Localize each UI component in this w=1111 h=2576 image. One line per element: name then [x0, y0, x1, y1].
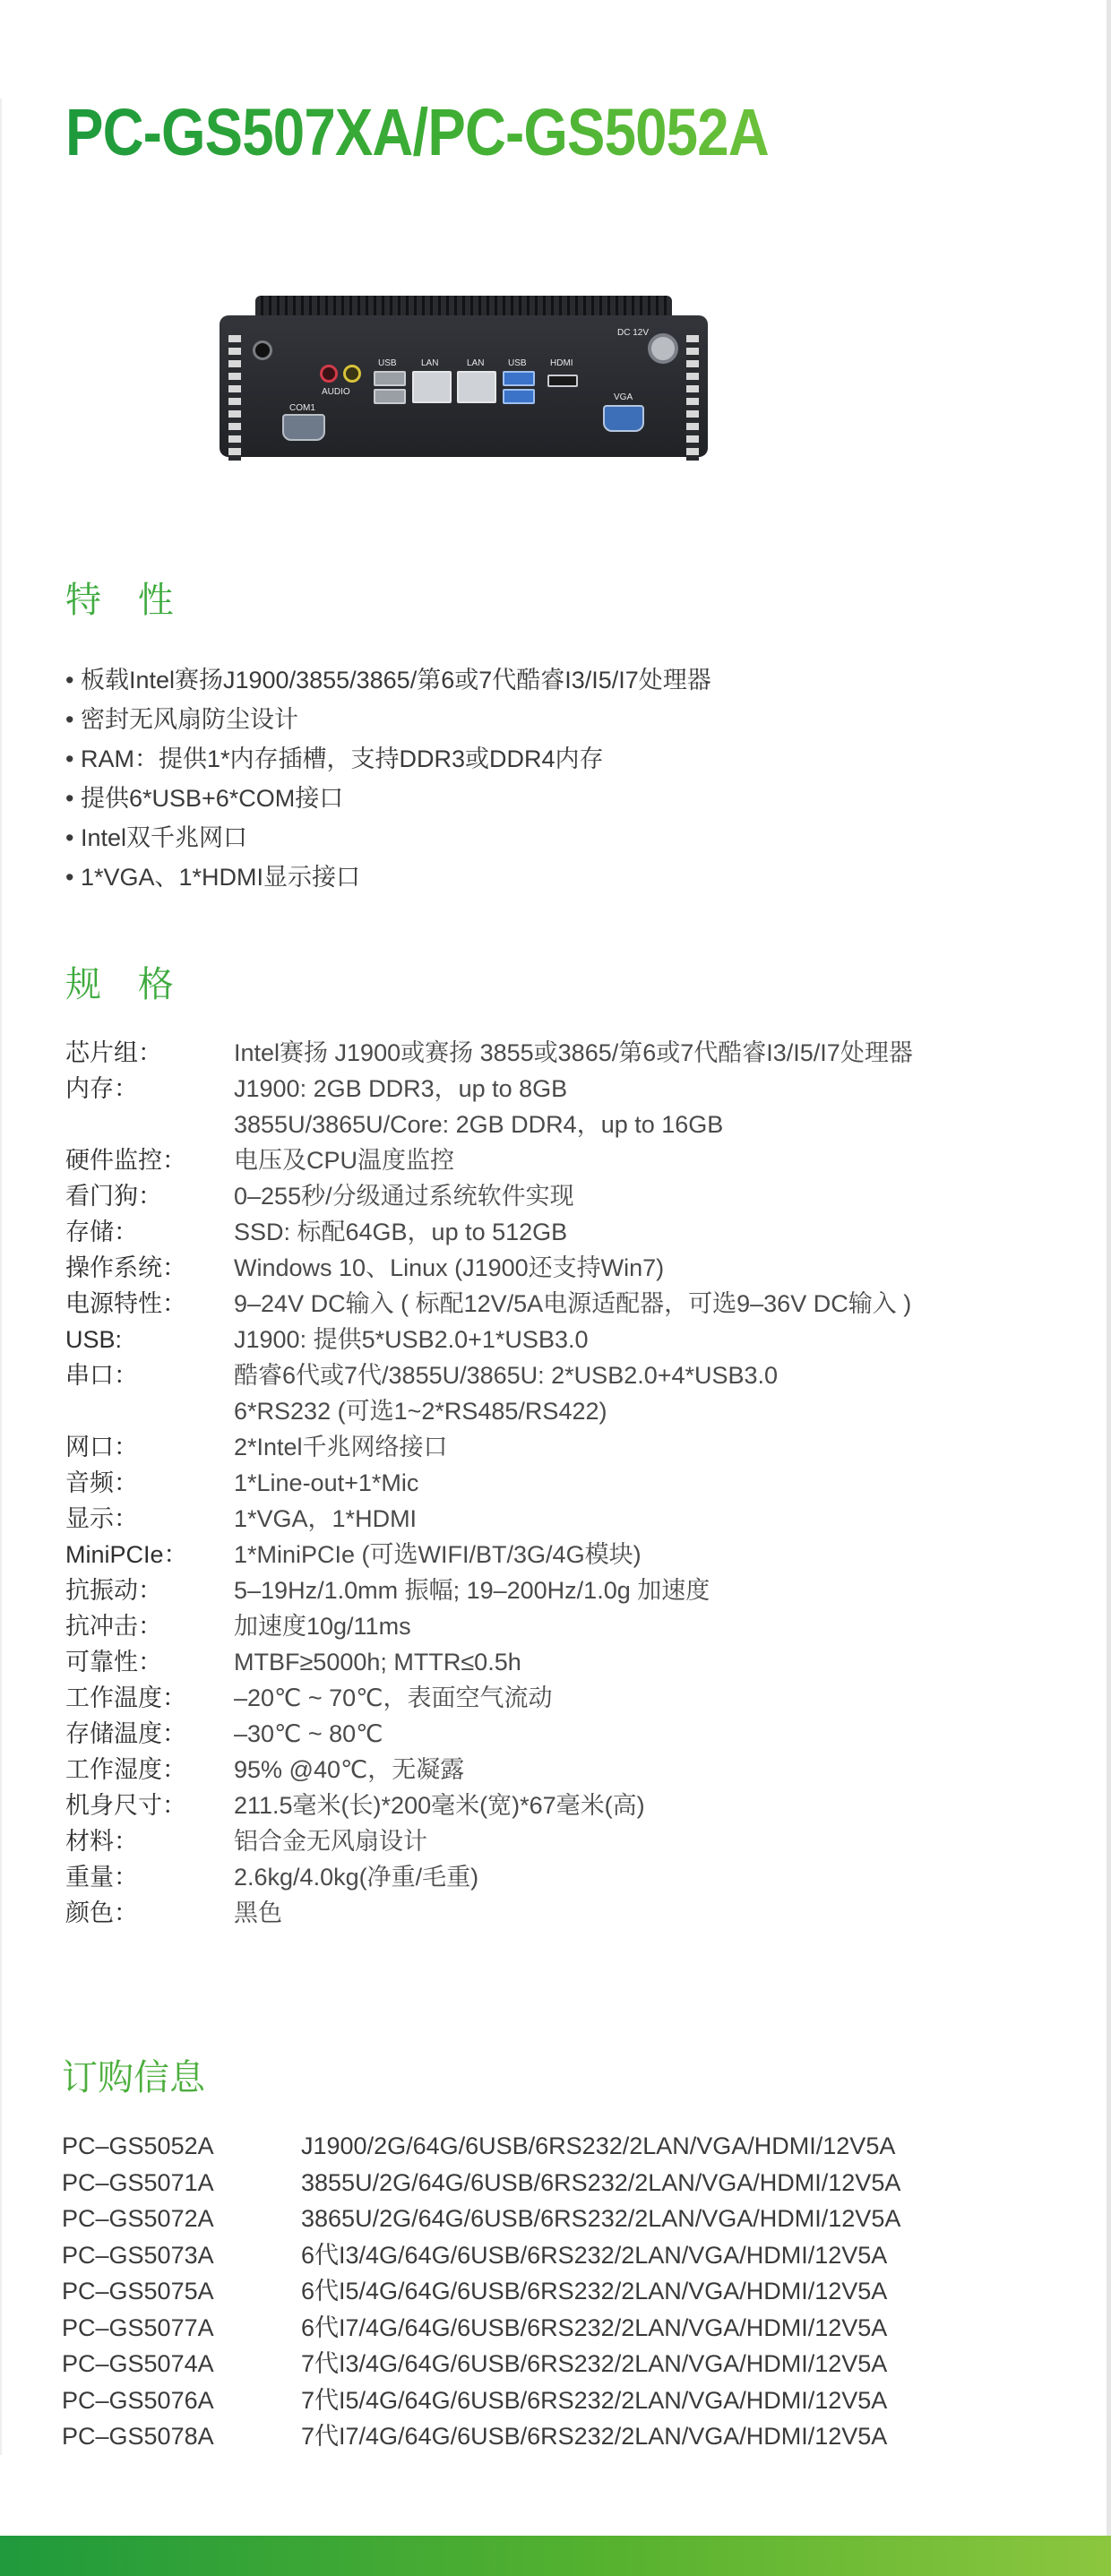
spec-label: 机身尺寸： — [65, 1792, 186, 1819]
list-item: • 提供6*USB+6*COM接口 — [65, 779, 711, 818]
table-row — [62, 2346, 900, 2382]
usb-port-icon — [374, 389, 406, 404]
footer-color-bar — [0, 2536, 1111, 2576]
spec-value: Windows 10、Linux (J1900还支持Win7) — [234, 1254, 665, 1281]
spec-label: 操作系统： — [65, 1254, 186, 1281]
order-config: 7代I3/4G/64G/6USB/6RS232/2LAN/VGA/HDMI/12V5A — [301, 2350, 888, 2377]
spec-label: 内存： — [65, 1075, 138, 1102]
order-model: PC–GS5072A — [62, 2205, 214, 2232]
table-row — [65, 1286, 913, 1322]
spec-label: 工作湿度： — [65, 1756, 186, 1783]
table-row — [65, 1250, 913, 1286]
table-row — [65, 1357, 913, 1393]
table-row — [65, 1142, 913, 1178]
spec-label: 硬件监控： — [65, 1147, 186, 1174]
line-out-jack-icon — [343, 365, 361, 383]
order-model: PC–GS5076A — [62, 2386, 214, 2414]
spec-value: 铝合金无风扇设计 — [234, 1828, 427, 1855]
table-row — [62, 2382, 900, 2419]
lan-label-1: LAN — [421, 358, 439, 368]
lan-port-icon — [457, 371, 496, 403]
order-config: 7代I5/4G/64G/6USB/6RS232/2LAN/VGA/HDMI/12V5A — [301, 2386, 888, 2414]
list-item: • 密封无风扇防尘设计 — [65, 700, 711, 739]
dc-label: DC 12V — [617, 328, 650, 338]
spec-label: 电源特性： — [65, 1290, 186, 1317]
table-row — [65, 1859, 913, 1895]
spec-label — [65, 1393, 234, 1429]
table-row — [62, 2165, 900, 2201]
product-photo — [220, 296, 708, 457]
table-row — [65, 1035, 913, 1071]
order-config: J1900/2G/64G/6USB/6RS232/2LAN/VGA/HDMI/12V5A — [301, 2132, 896, 2159]
spec-value: Intel赛扬 J1900或赛扬 3855或3865/第6或7代酷睿I3/I5/I7处理器 — [234, 1039, 913, 1066]
order-config: 6代I7/4G/64G/6USB/6RS232/2LAN/VGA/HDMI/12V5A — [301, 2313, 888, 2341]
spec-value: 1*MiniPCIe (可选WIFI/BT/3G/4G模块) — [234, 1541, 642, 1568]
hdmi-port-icon — [547, 375, 578, 387]
audio-label: AUDIO — [322, 387, 350, 397]
spec-value: 95% @40℃，无凝露 — [234, 1756, 465, 1783]
table-row — [65, 1107, 913, 1142]
table-row — [65, 1214, 913, 1250]
order-model: PC–GS5078A — [62, 2423, 214, 2450]
spec-value: SSD: 标配64GB，up to 512GB — [234, 1219, 568, 1245]
spec-value: 0–255秒/分级通过系统软件实现 — [234, 1183, 574, 1210]
com-port-icon — [282, 414, 325, 441]
spec-label: 抗冲击： — [65, 1613, 162, 1640]
table-row — [62, 2201, 900, 2237]
usb3-port-icon — [503, 371, 535, 386]
table-row — [62, 2418, 900, 2455]
spec-value: 1*VGA，1*HDMI — [234, 1505, 418, 1532]
table-row — [65, 1429, 913, 1465]
features-heading: 特 性 — [65, 580, 186, 621]
table-row — [65, 1644, 913, 1680]
spec-value: 2*Intel千兆网络接口 — [234, 1434, 448, 1460]
hdmi-label: HDMI — [550, 358, 573, 368]
table-row — [62, 2237, 900, 2274]
order-config: 6代I5/4G/64G/6USB/6RS232/2LAN/VGA/HDMI/12V5A — [301, 2278, 888, 2305]
spec-label: 抗振动： — [65, 1577, 162, 1604]
spec-value: 电压及CPU温度监控 — [234, 1147, 455, 1174]
mic-jack-icon — [320, 365, 338, 383]
com1-label: COM1 — [289, 403, 315, 413]
spec-label: 存储： — [65, 1219, 138, 1245]
list-item: • 1*VGA、1*HDMI显示接口 — [65, 857, 711, 897]
spec-label — [65, 1107, 234, 1142]
order-config: 3865U/2G/64G/6USB/6RS232/2LAN/VGA/HDMI/12V5A — [301, 2205, 901, 2232]
spec-label: USB: — [65, 1326, 123, 1353]
order-model: PC–GS5074A — [62, 2350, 214, 2377]
spec-label: 看门狗： — [65, 1183, 162, 1210]
side-fins-right — [686, 335, 699, 461]
spec-value: 211.5毫米(长)*200毫米(宽)*67毫米(高) — [234, 1792, 645, 1819]
table-row — [65, 1178, 913, 1214]
spec-label: 串口： — [65, 1362, 138, 1389]
product-title: PC-GS507XA/PC-GS5052A — [65, 95, 769, 169]
spec-value: –20℃ ~ 70℃，表面空气流动 — [234, 1684, 553, 1711]
power-button-icon — [253, 340, 272, 360]
spec-value: 6*RS232 (可选1~2*RS485/RS422) — [234, 1398, 607, 1425]
spec-value: 9–24V DC输入 ( 标配12V/5A电源适配器，可选9–36V DC输入 ) — [234, 1290, 912, 1317]
spec-value: 3855U/3865U/Core: 2GB DDR4，up to 16GB — [234, 1111, 724, 1138]
list-item: • 板载Intel赛扬J1900/3855/3865/第6或7代酷睿I3/I5/I7处理器 — [65, 660, 711, 700]
list-item: • RAM：提供1*内存插槽，支持DDR3或DDR4内存 — [65, 739, 711, 779]
spec-value: 黑色 — [234, 1900, 282, 1926]
device-front-panel — [220, 315, 708, 457]
spec-value: MTBF≥5000h; MTTR≤0.5h — [234, 1649, 521, 1676]
spec-label: 显示： — [65, 1505, 138, 1532]
ordering-table — [62, 2128, 900, 2455]
order-model: PC–GS5073A — [62, 2241, 214, 2269]
spec-label: 颜色： — [65, 1900, 138, 1926]
order-config: 6代I3/4G/64G/6USB/6RS232/2LAN/VGA/HDMI/12V5A — [301, 2241, 888, 2269]
spec-label: 材料： — [65, 1828, 138, 1855]
table-row — [62, 2310, 900, 2347]
table-row — [65, 1680, 913, 1716]
table-row — [65, 1465, 913, 1501]
order-model: PC–GS5075A — [62, 2278, 214, 2305]
spec-label: 工作温度： — [65, 1684, 186, 1711]
spec-label: 重量： — [65, 1864, 138, 1891]
lan-port-icon — [412, 371, 452, 403]
table-row — [65, 1608, 913, 1644]
table-row — [65, 1071, 913, 1107]
order-config: 7代I7/4G/64G/6USB/6RS232/2LAN/VGA/HDMI/12V5A — [301, 2423, 888, 2450]
ordering-heading: 订购信息 — [62, 2057, 205, 2098]
spec-label: 可靠性： — [65, 1649, 162, 1676]
dc-power-jack-icon — [648, 333, 678, 364]
right-edge-rule — [1107, 0, 1111, 2536]
usb3-port-icon — [503, 389, 535, 404]
table-row — [65, 1752, 913, 1788]
vga-port-icon — [603, 405, 644, 432]
order-model: PC–GS5077A — [62, 2313, 214, 2341]
order-config: 3855U/2G/64G/6USB/6RS232/2LAN/VGA/HDMI/12V5A — [301, 2168, 901, 2196]
table-row — [65, 1788, 913, 1823]
table-row — [65, 1572, 913, 1608]
spec-label: 音频： — [65, 1469, 138, 1496]
left-edge-rule — [0, 99, 2, 2455]
spec-value: 5–19Hz/1.0mm 振幅; 19–200Hz/1.0g 加速度 — [234, 1577, 711, 1604]
spec-value: 加速度10g/11ms — [234, 1613, 411, 1640]
order-model: PC–GS5071A — [62, 2168, 214, 2196]
table-row — [65, 1823, 913, 1859]
spec-value: J1900: 2GB DDR3，up to 8GB — [234, 1075, 568, 1102]
table-row — [65, 1537, 913, 1572]
spec-label: 网口： — [65, 1434, 138, 1460]
table-row — [65, 1895, 913, 1931]
table-row — [65, 1393, 913, 1429]
spec-value: –30℃ ~ 80℃ — [234, 1720, 383, 1747]
usb-port-icon — [374, 371, 406, 386]
usb-label-2: USB — [508, 358, 527, 368]
table-row — [65, 1716, 913, 1752]
spec-label: MiniPCIe： — [65, 1541, 188, 1568]
specs-table — [65, 1035, 913, 1931]
spec-value: 2.6kg/4.0kg(净重/毛重) — [234, 1864, 479, 1891]
table-row — [62, 2273, 900, 2310]
spec-value: J1900: 提供5*USB2.0+1*USB3.0 — [234, 1326, 589, 1353]
spec-value: 酷睿6代或7代/3855U/3865U: 2*USB2.0+4*USB3.0 — [234, 1362, 779, 1389]
specs-heading: 规 格 — [65, 964, 186, 1005]
usb-label-1: USB — [378, 358, 397, 368]
table-row — [65, 1322, 913, 1357]
features-list — [65, 660, 711, 897]
table-row — [62, 2128, 900, 2165]
lan-label-2: LAN — [467, 358, 485, 368]
spec-label: 芯片组： — [65, 1039, 162, 1066]
vga-label: VGA — [614, 392, 633, 402]
spec-label: 存储温度： — [65, 1720, 186, 1747]
spec-value: 1*Line-out+1*Mic — [234, 1469, 419, 1496]
order-model: PC–GS5052A — [62, 2132, 214, 2159]
table-row — [65, 1501, 913, 1537]
side-fins-left — [228, 335, 241, 461]
list-item: • Intel双千兆网口 — [65, 818, 711, 857]
